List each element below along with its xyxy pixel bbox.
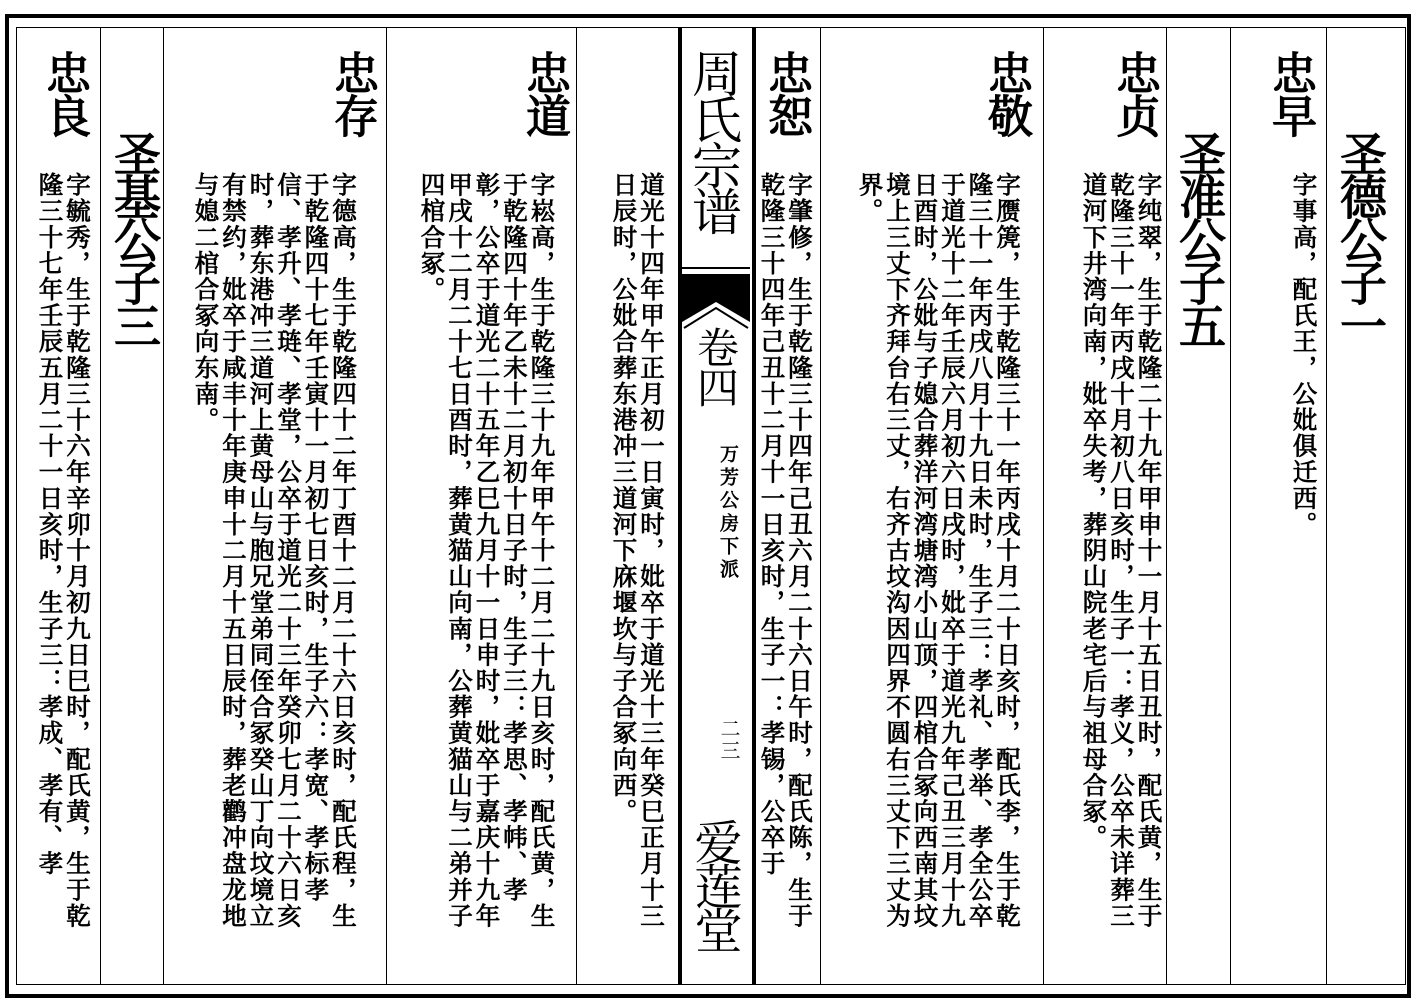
member-record: 字纯翠，生于乾隆二十九年甲申十一月十五日丑时，配氏黄，生于乾隆三十一年丙戌十月初八日亥时，生子一：孝义，公卒未详葬三道河下井湾向南，妣卒失考，葬阴山院老宅后与祖母合冢。 [1079, 172, 1164, 929]
column-divider [163, 28, 164, 984]
column-divider [1043, 28, 1044, 984]
column-divider [1326, 28, 1327, 984]
member-record: 字毓秀，生于乾隆三十六年辛卯十月初九日巳时，配氏黄，生于乾隆三十七年壬辰五月二十一日亥时，生子三：孝成、孝有、孝 [35, 172, 92, 929]
member-name: 忠敬 [980, 50, 1033, 136]
generation-heading: 圣准公子五 [1171, 130, 1226, 345]
column-divider [576, 28, 577, 984]
hall-name: 爱莲堂 [686, 818, 742, 950]
record-continuation: 道光十四年甲午正月初一日寅时，妣卒于道光十三年癸巳正月十三日辰时，公妣合葬东港冲三道河下庥堰坎与子合冢向西。 [609, 172, 666, 929]
generation-heading: 圣基公子三 [106, 130, 161, 345]
generation-heading: 圣德公子一 [1332, 130, 1387, 345]
page-number: 二三 [717, 718, 741, 762]
member-name: 忠恕 [760, 50, 813, 136]
spine-right-rule [752, 28, 756, 984]
member-record: 字赝箎，生于乾隆三十一年丙戌十月二十日亥时，配氏李，生于乾隆三十一年丙戌八月十九日未时，生子三：孝礼、孝举、孝全公卒于道光十二年壬辰六月初六日戌时，妣卒于道光九年己丑三月十九日酉时，公妣与子媳合葬洋河湾塘湾小山顶，四棺合冢向西南其坟境上三丈下齐拜台右三丈，右齐古坟沟因四界不圆右三丈下三丈为界。 [855, 172, 1022, 929]
spine-left-rule [678, 28, 682, 984]
member-name: 忠存 [326, 50, 379, 136]
column-divider [386, 28, 387, 984]
member-record: 字德高，生于乾隆四十二年丁酉十二月二十六日亥时，配氏程，生于乾隆四十七年壬寅十一月初七日亥时，生子六：孝宽、孝标孝信、孝升、孝琏、孝堂，公卒于道光二十三年癸卯七月二十六日亥时，葬东港冲三道河上黄母山与胞兄堂弟同侄合冢癸山丁向坟境立有禁约，妣卒于咸丰十年庚申十二月十五日辰时，葬老鹳冲盘龙地与媳二棺合冢向东南。 [191, 172, 358, 929]
member-name: 忠道 [518, 50, 571, 136]
column-divider [1166, 28, 1167, 984]
volume-label: 卷四 [691, 326, 740, 406]
genealogy-title: 周氏宗谱 [684, 48, 742, 232]
member-record: 字事高，配氏王，公妣俱迁西。 [1289, 172, 1319, 538]
member-name: 忠贞 [1108, 50, 1161, 136]
member-name: 忠良 [38, 50, 91, 136]
branch-label: 万芳公房下派 [717, 444, 739, 582]
member-record: 字崧高，生于乾隆三十九年甲午十二月二十九日亥时，配氏黄，生于乾隆四十年乙未十二月初十日子时，生子三：孝思、孝帏、孝彰，公卒于道光二十五年乙巳九月十一日申时，妣卒于嘉庆十九年甲戌十二月二十七日酉时，葬黄猫山向南，公葬黄猫山与二弟并子四棺合冢。 [417, 172, 557, 929]
column-divider [1230, 28, 1231, 984]
member-name: 忠早 [1264, 50, 1317, 136]
column-divider [820, 28, 821, 984]
column-divider [100, 28, 101, 984]
member-record: 字肇修，生于乾隆三十四年己丑六月二十六日午时，配氏陈，生于乾隆三十四年己丑十二月十一日亥时，生子一：孝锡，公卒于 [757, 172, 814, 929]
